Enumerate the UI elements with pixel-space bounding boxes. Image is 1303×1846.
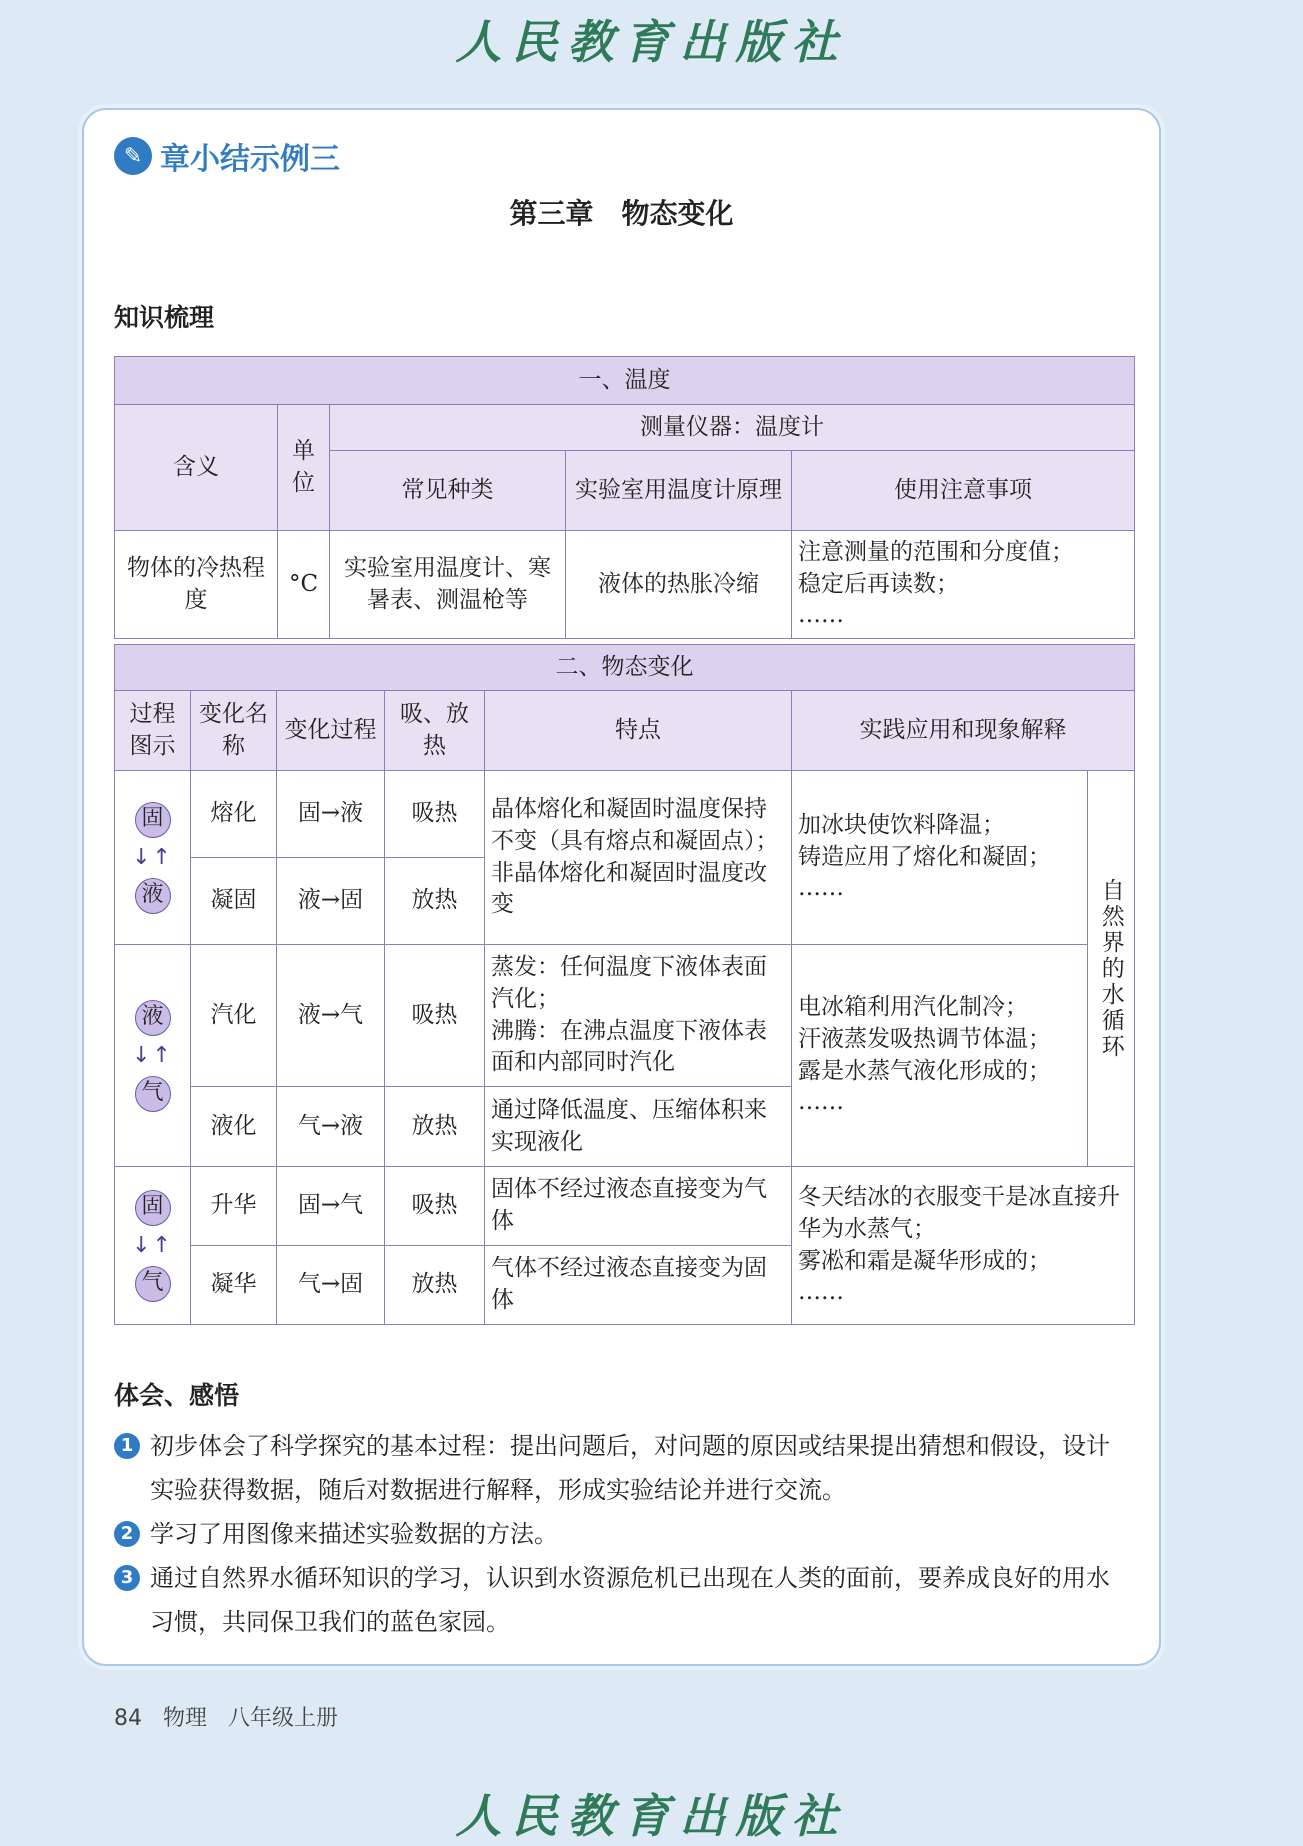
change-process: 气→液 [277, 1087, 385, 1167]
notes-cell [792, 531, 1135, 639]
feature-line: 非晶体熔化和凝固时温度改变 [491, 859, 767, 918]
reflection-text: 通过自然界水循环知识的学习，认识到水资源危机已出现在人类的面前，要养成良好的用水习惯，共同保卫我们的蓝色家园。 [150, 1564, 1110, 1636]
publisher-watermark: 人民教育出版社 [455, 15, 848, 69]
temperature-band: 一、温度 [115, 357, 1135, 405]
unit-cell: °C [278, 531, 330, 639]
change-name: 凝固 [191, 858, 277, 945]
number-badge: 2 [114, 1521, 140, 1547]
publisher-watermark: 人民教育出版社 [455, 1789, 848, 1843]
feature-line: 沸腾：在沸点温度下液体表面和内部同时汽化 [491, 1017, 767, 1076]
state-circle: 固 [135, 1190, 171, 1226]
reflection-item [114, 1556, 1124, 1644]
change-name: 汽化 [191, 945, 277, 1087]
number-badge: 3 [114, 1565, 140, 1591]
up-down-arrows-icon: ↓↑ [132, 1232, 173, 1258]
feature-cell [485, 1167, 792, 1246]
state-circle: 气 [135, 1076, 171, 1112]
change-process: 液→气 [277, 945, 385, 1087]
feature-line: 气体不经过液态直接变为固体 [491, 1255, 767, 1313]
col-types: 常见种类 [330, 451, 566, 531]
col-feature: 特点 [485, 691, 792, 771]
up-down-arrows-icon: ↓↑ [132, 844, 173, 870]
col-name: 变化名称 [191, 691, 277, 771]
note-line: 注意测量的范围和分度值； [798, 538, 1074, 565]
instrument-label: 测量仪器：温度计 [330, 405, 1135, 451]
reflection-list [114, 1424, 1124, 1644]
heat-type: 吸热 [385, 771, 485, 858]
feature-line: 蒸发：任何温度下液体表面汽化； [491, 954, 767, 1012]
chapter-title: 第三章 物态变化 [509, 197, 734, 230]
pencil-badge-icon: ✎ [114, 137, 152, 175]
application-line: 露是水蒸气液化形成的； [798, 1057, 1051, 1084]
knowledge-heading: 知识梳理 [114, 303, 215, 332]
application-cell [792, 1167, 1135, 1325]
number-badge: 1 [114, 1433, 140, 1459]
cycle-diagram-solid-liquid [115, 771, 191, 945]
col-application: 实践应用和现象解释 [792, 691, 1135, 771]
reflection-item [114, 1512, 1124, 1556]
change-name: 凝华 [191, 1246, 277, 1325]
change-process: 固→气 [277, 1167, 385, 1246]
col-heat: 吸、放热 [385, 691, 485, 771]
change-name: 升华 [191, 1167, 277, 1246]
col-process: 变化过程 [277, 691, 385, 771]
water-cycle-label: 自然界的水循环 [1097, 877, 1124, 1060]
state-circle: 气 [135, 1266, 171, 1302]
application-line: 冬天结冰的衣服变干是冰直接升华为水蒸气； [798, 1184, 1120, 1242]
change-name: 液化 [191, 1087, 277, 1167]
col-meaning: 含义 [115, 405, 278, 531]
section-title: 章小结示例三 [160, 142, 340, 177]
temperature-table [114, 356, 1135, 639]
state-change-band: 二、物态变化 [115, 645, 1135, 691]
state-circle: 液 [135, 1000, 171, 1036]
change-name: 熔化 [191, 771, 277, 858]
application-line: …… [798, 1089, 844, 1116]
reflection-item [114, 1424, 1124, 1512]
section-header [114, 134, 340, 178]
feature-line: 晶体熔化和凝固时温度保持不变（具有熔点和凝固点）； [491, 796, 779, 854]
up-down-arrows-icon: ↓↑ [132, 1042, 173, 1068]
feature-cell [485, 1246, 792, 1325]
note-line: 稳定后再读数； [798, 570, 959, 597]
feature-cell [485, 945, 792, 1087]
grade-name: 八年级上册 [228, 1706, 339, 1731]
col-principle: 实验室用温度计原理 [566, 451, 792, 531]
heat-type: 放热 [385, 858, 485, 945]
state-change-table [114, 644, 1135, 1325]
col-diagram: 过程图示 [115, 691, 191, 771]
change-process: 固→液 [277, 771, 385, 858]
principle-cell: 液体的热胀冷缩 [566, 531, 792, 639]
application-cell [792, 771, 1088, 945]
heat-type: 吸热 [385, 945, 485, 1087]
change-process: 气→固 [277, 1246, 385, 1325]
application-line: 铸造应用了熔化和凝固； [798, 843, 1051, 870]
feature-line: 固体不经过液态直接变为气体 [491, 1176, 767, 1234]
cycle-diagram-solid-gas [115, 1167, 191, 1325]
application-line: …… [798, 1279, 844, 1306]
page-footer [114, 1701, 338, 1732]
application-line: …… [798, 875, 844, 902]
application-line: 加冰块使饮料降温； [798, 811, 1005, 838]
reflection-heading: 体会、感悟 [114, 1381, 240, 1410]
application-line: 汗液蒸发吸热调节体温； [798, 1025, 1051, 1052]
col-notes: 使用注意事项 [792, 451, 1135, 531]
note-line: …… [798, 602, 844, 629]
heat-type: 放热 [385, 1246, 485, 1325]
water-cycle-cell [1088, 771, 1135, 1167]
state-circle: 固 [135, 802, 171, 838]
application-line: 雾凇和霜是凝华形成的； [798, 1247, 1051, 1274]
state-circle: 液 [135, 878, 171, 914]
application-cell [792, 945, 1088, 1167]
application-line: 电冰箱利用汽化制冷； [798, 994, 1028, 1021]
page-number: 84 [114, 1706, 142, 1731]
heat-type: 放热 [385, 1087, 485, 1167]
cycle-diagram-liquid-gas [115, 945, 191, 1167]
subject-name: 物理 [163, 1706, 208, 1731]
col-unit: 单位 [278, 405, 330, 531]
feature-cell [485, 771, 792, 945]
feature-line: 通过降低温度、压缩体积来实现液化 [491, 1096, 767, 1155]
feature-cell [485, 1087, 792, 1167]
reflection-text: 初步体会了科学探究的基本过程：提出问题后，对问题的原因或结果提出猜想和假设，设计实验获得数据，随后对数据进行解释，形成实验结论并进行交流。 [150, 1432, 1110, 1504]
heat-type: 吸热 [385, 1167, 485, 1246]
meaning-cell: 物体的冷热程度 [115, 531, 278, 639]
types-cell: 实验室用温度计、寒暑表、测温枪等 [330, 531, 566, 639]
reflection-text: 学习了用图像来描述实验数据的方法。 [150, 1520, 558, 1548]
change-process: 液→固 [277, 858, 385, 945]
